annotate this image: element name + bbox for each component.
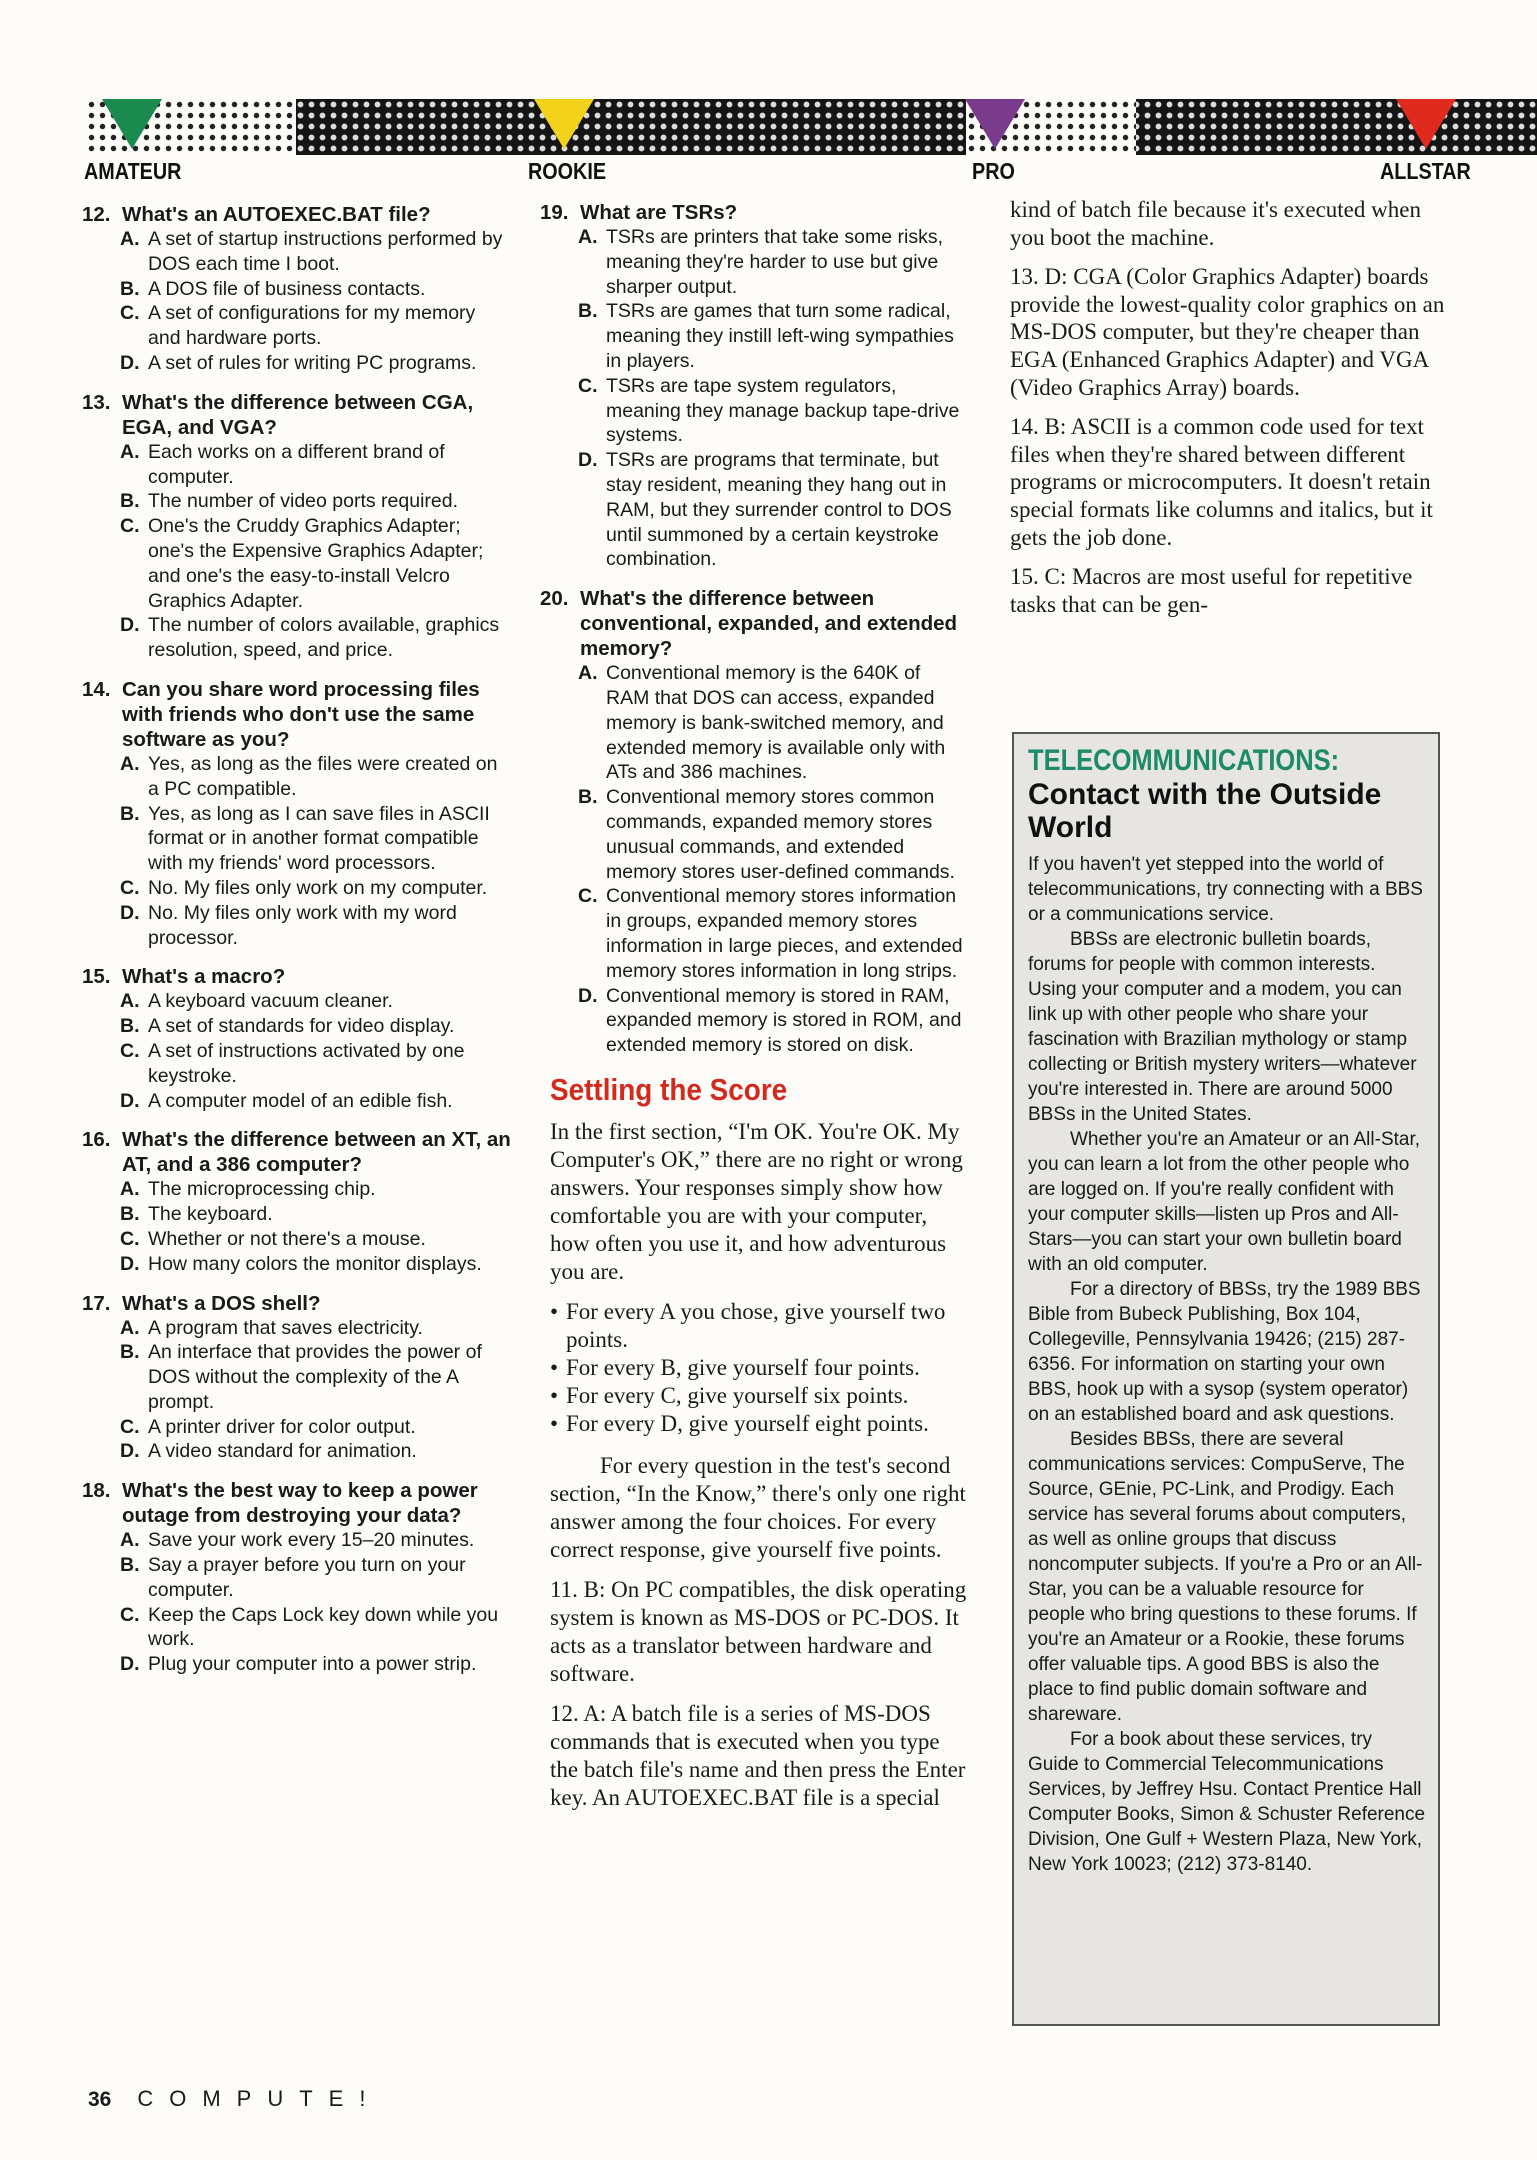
option-letter: D. — [120, 1252, 140, 1275]
option-text: A computer model of an edible fish. — [148, 1089, 453, 1112]
bullet-icon: • — [550, 1354, 559, 1380]
option-letter: D. — [120, 351, 140, 374]
question-text: What's the best way to keep a power outage from destroying your data? — [122, 1479, 478, 1528]
answer-option — [120, 1039, 512, 1089]
sidebar-paragraph: For a directory of BBSs, try the 1989 BBS Bible from Bubeck Publishing, Box 104, Collegeville, Pennsylvania 19426; (215) 287-6356. For information on starting your own BBS, hook up with a sysop (system operator) on an established board and ask questions. — [1028, 1279, 1421, 1425]
answer-11: 11. B: On PC compatibles, the disk operating system is known as MS-DOS or PC-DOS. It acts as a translator between hardware and software. — [550, 1576, 967, 1686]
question-13 — [82, 390, 512, 663]
answer-option — [120, 489, 512, 514]
option-text: A set of instructions activated by one keystroke. — [148, 1039, 465, 1087]
option-letter: B. — [120, 1341, 140, 1364]
answer-option — [120, 613, 512, 663]
question-text: What's the difference between CGA, EGA, and VGA? — [122, 390, 474, 439]
option-text: The keyboard. — [148, 1203, 273, 1226]
rookie-marker — [534, 99, 594, 149]
sidebar-paragraph: If you haven't yet stepped into the world of telecommunications, try connecting with a BBS or a communications service. — [1028, 854, 1423, 925]
answer-option — [120, 1340, 512, 1414]
question-17 — [82, 1291, 512, 1465]
question-text: Can you share word processing files with friends who don't use the same software as you? — [122, 677, 480, 751]
question-number: 13. — [82, 390, 111, 414]
answer-option — [578, 984, 968, 1058]
option-letter: B. — [120, 1554, 140, 1577]
option-text: Conventional memory is the 640K of RAM that DOS can access, expanded memory is bank-switched memory, and extended memory is available only with ATs and 386 machines. — [606, 662, 946, 784]
option-text: Conventional memory stores information in groups, expanded memory stores information in large pieces, and extended memory stores information in long strips. — [606, 885, 963, 982]
question-heading — [540, 200, 968, 225]
quiz-column-left — [82, 202, 512, 1691]
question-text: What's a DOS shell? — [122, 1291, 321, 1315]
option-text: The number of video ports required. — [148, 490, 459, 513]
answer-option — [120, 1089, 512, 1114]
question-18 — [82, 1478, 512, 1677]
option-text: No. My files only work with my word processor. — [148, 901, 457, 949]
option-text: Save your work every 15–20 minutes. — [148, 1529, 475, 1552]
answer-option — [120, 1439, 512, 1464]
header-banner — [86, 99, 1537, 155]
answer-option — [120, 752, 512, 802]
question-19 — [540, 200, 968, 572]
answer-14: 14. B: ASCII is a common code used for text files when they're shared between different programs or microcomputers. It doesn't retain special formats like columns and italics, but it gets the job done. — [1010, 414, 1433, 550]
answers-column — [1010, 196, 1447, 630]
answer-option — [120, 1316, 512, 1341]
question-heading — [82, 390, 512, 440]
answer-option — [120, 1528, 512, 1553]
answer-option — [120, 277, 512, 302]
option-text: Conventional memory stores common commands, expanded memory stores unusual commands, and extended memory stores user-defined commands. — [606, 786, 955, 883]
answer-option — [578, 661, 968, 785]
answer-option — [120, 351, 512, 376]
option-letter: B. — [120, 802, 140, 825]
question-text: What's a macro? — [122, 965, 286, 989]
option-text: No. My files only work on my computer. — [148, 876, 488, 899]
question-number: 15. — [82, 965, 111, 989]
score-bullet — [550, 1354, 968, 1382]
answer-12: 12. A: A batch file is a series of MS-DOS commands that is executed when you type the batch file's name and then press the Enter key. An AUTOEXEC.BAT file is a special — [550, 1700, 966, 1810]
option-text: Conventional memory is stored in RAM, expanded memory is stored in ROM, and extended memory is stored on disk. — [606, 984, 962, 1057]
option-letter: D. — [120, 1440, 140, 1463]
answer-option — [120, 1415, 512, 1440]
bullet-text: For every A you chose, give yourself two points. — [566, 1298, 946, 1352]
option-text: A set of configurations for my memory and hardware ports. — [148, 302, 476, 350]
option-text: A video standard for animation. — [148, 1440, 417, 1463]
option-letter: A. — [578, 226, 598, 248]
option-text: A set of rules for writing PC programs. — [148, 351, 477, 374]
sidebar-paragraph: Whether you're an Amateur or an All-Star, you can learn a lot from the other people who are logged on. If you're really confident with your computer skills—listen up Pros and All-Stars—you can start your own bulletin board with an old computer. — [1028, 1129, 1421, 1275]
option-letter: B. — [120, 1015, 140, 1038]
answer-15: 15. C: Macros are most useful for repetitive tasks that can be gen- — [1010, 564, 1413, 617]
magazine-name: COMPUTE! — [137, 2086, 382, 2111]
question-text: What are TSRs? — [580, 201, 738, 224]
answer-option — [578, 448, 968, 572]
option-text: TSRs are programs that terminate, but stay resident, meaning they hang out in RAM, but they surrender control to DOS until summoned by a certain keystroke combination. — [606, 449, 952, 571]
option-text: A printer driver for color output. — [148, 1415, 416, 1438]
option-text: A DOS file of business contacts. — [148, 277, 426, 300]
option-text: One's the Cruddy Graphics Adapter; one's the Expensive Graphics Adapter; and one's the easy-to-install Velcro Graphics Adapter. — [148, 515, 484, 612]
question-number: 18. — [82, 1479, 111, 1503]
telecom-sidebar — [1012, 732, 1440, 2026]
option-text: Yes, as long as I can save files in ASCII format or in another format compatible with my friends' word processors. — [148, 802, 490, 875]
page-number: 36 — [88, 2088, 112, 2111]
pro-marker — [965, 99, 1025, 149]
question-12 — [82, 202, 512, 376]
option-text: The number of colors available, graphics resolution, speed, and price. — [148, 614, 500, 662]
answer-13: 13. D: CGA (Color Graphics Adapter) boards provide the lowest-quality color graphics on an MS-DOS computer, but they're cheaper than EGA (Enhanced Graphics Adapter) and VGA (Video Graphics Array) boards. — [1010, 264, 1445, 400]
option-letter: B. — [120, 277, 140, 300]
answer-option — [120, 802, 512, 876]
answer-option — [120, 1603, 512, 1653]
option-letter: D. — [120, 614, 140, 637]
bullet-icon: • — [550, 1298, 559, 1324]
option-text: Each works on a different brand of computer. — [148, 440, 445, 488]
sidebar-paragraph: BBSs are electronic bulletin boards, forums for people with common interests. Using your computer and a modem, you can link up with other people who share your fascination with Brazilian mythology or stamp collecting or British mystery writers—whatever you're interested in. There are around 5000 BBSs in the United States. — [1028, 929, 1417, 1125]
score-section-title: Settling the Score — [550, 1071, 788, 1107]
answer-option — [120, 440, 512, 490]
option-text: Keep the Caps Lock key down while you work. — [148, 1603, 499, 1651]
quiz-column-middle — [540, 200, 968, 1824]
score-bullet — [550, 1410, 968, 1438]
option-text: TSRs are printers that take some risks, meaning they're harder to use but give sharper output. — [606, 226, 944, 298]
option-letter: A. — [120, 990, 140, 1013]
question-number: 12. — [82, 203, 111, 226]
option-letter: B. — [578, 786, 598, 809]
answer-12-cont: kind of batch file because it's executed when you boot the machine. — [1010, 197, 1421, 250]
level-rookie: ROOKIE — [528, 158, 607, 184]
option-letter: D. — [578, 449, 598, 472]
option-text: How many colors the monitor displays. — [148, 1252, 482, 1275]
bullet-text: For every B, give yourself four points. — [566, 1354, 920, 1380]
question-heading — [82, 1127, 512, 1177]
level-allstar: ALLSTAR — [1380, 158, 1471, 184]
option-text: Whether or not there's a mouse. — [148, 1227, 426, 1250]
option-letter: C. — [120, 302, 140, 325]
answer-option — [578, 884, 968, 983]
bullet-text: For every D, give yourself eight points. — [566, 1410, 929, 1436]
bullet-icon: • — [550, 1382, 559, 1408]
question-heading — [82, 677, 512, 752]
option-letter: A. — [120, 228, 140, 250]
answer-option — [120, 1177, 512, 1202]
sidebar-paragraph: Besides BBSs, there are several communications services: CompuServe, The Source, GEnie, PC-Link, and Prodigy. Each service has several forums about computers, as well as online groups that discuss noncomputer subjects. If you're a Pro or an All-Star, you can be a valuable resource for people who bring questions to these forums. If you're an Amateur or a Rookie, these forums offer valuable tips. A good BBS is also the place to find public domain software and shareware. — [1028, 1429, 1423, 1725]
answer-option — [578, 225, 968, 299]
option-text: A program that saves electricity. — [148, 1316, 423, 1339]
question-number: 20. — [540, 587, 569, 611]
option-letter: D. — [120, 1653, 140, 1676]
question-heading — [540, 586, 968, 661]
option-letter: A. — [120, 1529, 140, 1552]
score-bullet — [550, 1298, 968, 1354]
answer-option — [120, 514, 512, 613]
sidebar-title: Contact with the Outside World — [1028, 778, 1382, 844]
score-second-section: For every question in the test's second section, “In the Know,” there's only one right answer among the four choices. For every correct response, give yourself five points. — [550, 1452, 966, 1562]
option-letter: A. — [578, 662, 598, 685]
answer-option — [120, 1652, 512, 1677]
question-20 — [540, 586, 968, 1058]
option-letter: C. — [120, 515, 140, 538]
option-text: TSRs are games that turn some radical, meaning they instill left-wing sympathies in players. — [606, 300, 954, 372]
question-number: 19. — [540, 201, 569, 224]
option-letter: A. — [120, 1316, 140, 1339]
option-text: A set of startup instructions performed by DOS each time I boot. — [148, 228, 503, 275]
option-text: A set of standards for video display. — [148, 1015, 455, 1038]
bullet-text: For every C, give yourself six points. — [566, 1382, 909, 1408]
option-letter: A. — [120, 440, 140, 463]
option-text: Say a prayer before you turn on your computer. — [148, 1554, 466, 1601]
score-bullet — [550, 1382, 968, 1410]
option-text: An interface that provides the power of DOS without the complexity of the A prompt. — [148, 1341, 482, 1413]
bullet-icon: • — [550, 1410, 559, 1436]
question-text: What's the difference between an XT, an AT, and a 386 computer? — [122, 1128, 511, 1177]
question-heading — [82, 202, 512, 227]
question-text: What's the difference between conventional, expanded, and extended memory? — [580, 587, 958, 661]
answer-option — [120, 1227, 512, 1252]
question-number: 16. — [82, 1128, 111, 1152]
answer-option — [578, 299, 968, 373]
level-pro: PRO — [972, 158, 1015, 184]
option-text: Plug your computer into a power strip. — [148, 1653, 477, 1676]
answer-option — [120, 876, 512, 901]
score-bullet-list — [540, 1298, 968, 1438]
question-number: 14. — [82, 677, 111, 701]
option-letter: C. — [578, 374, 598, 397]
answer-option — [120, 989, 512, 1014]
question-number: 17. — [82, 1291, 111, 1315]
option-letter: D. — [120, 1089, 140, 1112]
option-letter: C. — [120, 1227, 140, 1250]
score-intro: In the first section, “I'm OK. You're OK. My Computer's OK,” there are no right or wrong answers. Your responses simply show how comfortable you are with your computer, how often you use it, and how adventurous you are. — [550, 1118, 963, 1284]
answer-option — [120, 1252, 512, 1277]
question-heading — [82, 964, 512, 989]
question-heading — [82, 1291, 512, 1316]
option-text: A keyboard vacuum cleaner. — [148, 990, 393, 1013]
allstar-marker — [1396, 99, 1456, 149]
amateur-marker — [102, 99, 162, 149]
sidebar-paragraph: For a book about these services, try Guide to Commercial Telecommunications Services, by Jeffrey Hsu. Contact Prentice Hall Computer Books, Simon & Schuster Reference Division, One Gulf + Western Plaza, New York, New York 10023; (212) 373-8140. — [1028, 1729, 1426, 1875]
option-text: The microprocessing chip. — [148, 1178, 376, 1201]
answer-option — [120, 227, 512, 277]
option-letter: A. — [120, 752, 140, 775]
question-heading — [82, 1478, 512, 1528]
answer-option — [120, 901, 512, 951]
answer-option — [120, 1553, 512, 1603]
question-14 — [82, 677, 512, 950]
option-text: Yes, as long as the files were created on a PC compatible. — [148, 752, 498, 800]
answer-option — [578, 785, 968, 884]
answer-option — [120, 301, 512, 351]
option-letter: A. — [120, 1178, 140, 1201]
option-letter: D. — [578, 984, 598, 1007]
level-amateur: AMATEUR — [84, 158, 182, 184]
page-footer — [88, 2086, 381, 2112]
question-16 — [82, 1127, 512, 1276]
option-letter: C. — [120, 1415, 140, 1438]
answer-option — [120, 1202, 512, 1227]
question-15 — [82, 964, 512, 1113]
option-letter: C. — [578, 885, 598, 908]
option-text: TSRs are tape system regulators, meaning they manage backup tape-drive systems. — [606, 374, 960, 447]
option-letter: C. — [120, 1039, 140, 1062]
answer-option — [578, 374, 968, 448]
option-letter: C. — [120, 1603, 140, 1626]
option-letter: C. — [120, 876, 140, 899]
option-letter: B. — [120, 1203, 140, 1226]
question-text: What's an AUTOEXEC.BAT file? — [122, 203, 431, 226]
option-letter: B. — [120, 490, 140, 513]
option-letter: B. — [578, 300, 598, 323]
option-letter: D. — [120, 901, 140, 924]
answer-option — [120, 1014, 512, 1039]
sidebar-kicker: TELECOMMUNICATIONS: — [1028, 744, 1340, 777]
